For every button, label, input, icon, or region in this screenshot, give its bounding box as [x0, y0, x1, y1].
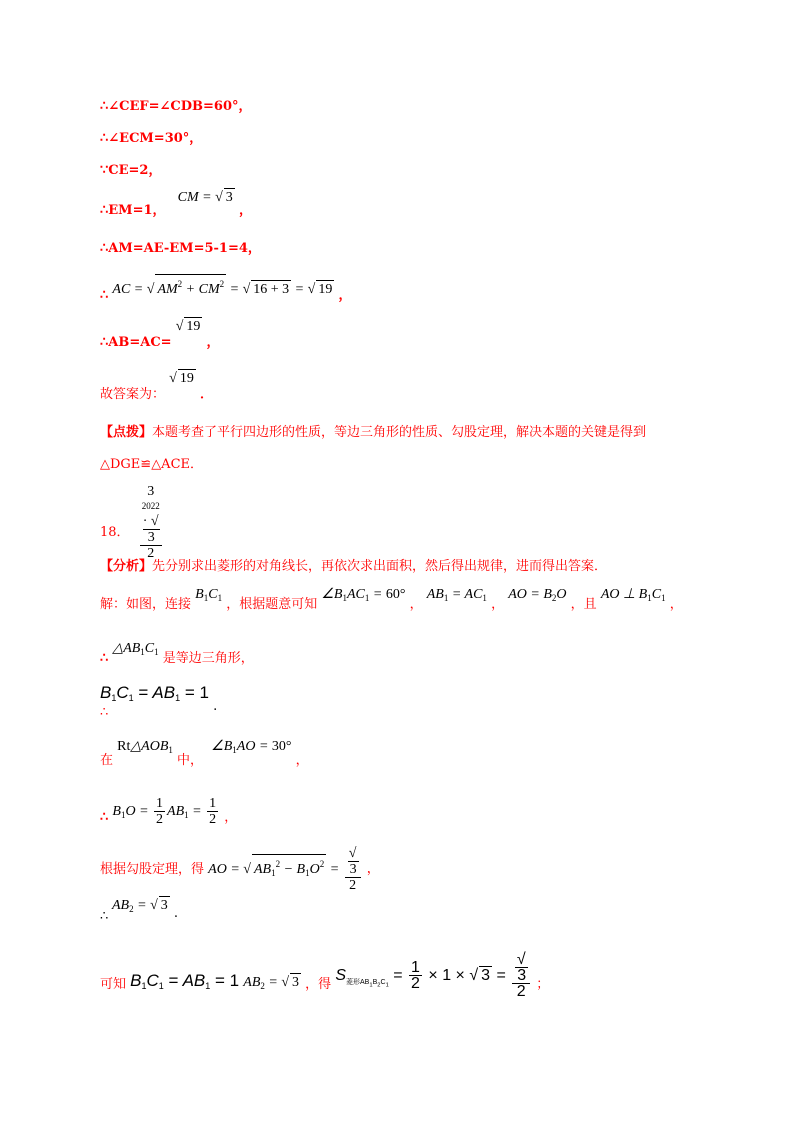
line-fenxi: 【分析】先分别求出菱形的对角线长，再依次求出面积，然后得出规律，进而得出答案． [100, 559, 608, 574]
ao-perp-b1c1: AO ⊥ $B_1C_1$ [600, 587, 666, 603]
line-congruent: △DGE≌△ACE． [100, 457, 204, 472]
dianbo-label: 【点拨】 [100, 425, 153, 440]
sqrt19-b: √ 19 [169, 371, 194, 386]
ac-formula: AC = √ $AM^2 + CM^2$ = √ 16 + 3 = √ 19 [112, 282, 334, 297]
fenxi-label: 【分析】 [100, 559, 153, 574]
line-q18 [100, 484, 164, 561]
line-ce-length: ∵CE=2， [100, 163, 162, 178]
b1o-formula: $B_1O$ = $\frac{1}{2}$ $AB_1$ = $\frac{1}{2}$ [112, 796, 217, 827]
triangle-ab1c1: $\triangle AB_1C_1$ [112, 641, 159, 657]
em-text: ∴EM=1， [100, 203, 166, 218]
rhombus-area-formula: $S_{菱形AB_1B_2C_1}$ = $\frac{1}{2}$ × 1 × √ 3 = √ 3 2 [335, 967, 532, 984]
ao-formula: AO = √ $AB_1^2 - B_1O^2$ = √ 3 2 [208, 862, 362, 877]
question-number: 18． [100, 525, 130, 540]
angle-b1ac1: $\angle B_1AC_1 = 60^\circ$ [321, 587, 406, 603]
ao-eq-b2o: AO = $B_2O$ [508, 587, 567, 603]
line-em-cm: ∴EM=1， CM = √ 3 ， [100, 190, 252, 218]
ab2-formula: $AB_2$ = √ 3 [112, 898, 168, 914]
line-b1o: ∴ $B_1O$ = $\frac{1}{2}$ $AB_1$ = $\frac{1}{2}$ ， [100, 796, 238, 827]
line-dianbo: 【点拨】本题考查了平行四边形的性质，等边三角形的性质、勾股定理，解决本题的关键是得到 [100, 425, 647, 440]
line-ab-ac: ∴AB=AC= √ 19 ， [100, 319, 220, 350]
cm-formula: CM = √ 3 [177, 190, 233, 205]
line-equilateral: ∴ $\triangle AB_1C_1$ 是等边三角形， [100, 641, 254, 666]
q18-answer-fraction: 3 2022 · √ 3 2 [141, 484, 160, 561]
ab1-eq-ac1: $AB_1 = AC_1$ [426, 587, 487, 603]
line-b1c1-length: $B_1C_1 = AB_1 = 1$ . [100, 683, 218, 714]
b1c1-formula: $B_1C_1 = AB_1 = 1$ [100, 683, 209, 703]
line-ecm-angle: ∴∠ECM=30°， [100, 131, 203, 146]
b1c1-segment: $B_1C_1$ [195, 587, 223, 603]
angle-b1ao: $\angle B_1AO = 30^\circ$ [211, 739, 292, 755]
line-cef-angle: ∴∠CEF=∠CDB=60°， [100, 99, 252, 114]
rt-triangle-aob1: $Rt\triangle AOB_1$ [117, 739, 173, 755]
line-solution-intro: 解：如图，连接 $B_1C_1$ ，根据题意可知 $\angle B_1AC_1 = 60^\circ$ ， $AB_1 = AC_1$ ， AO = $B_2O$ ，且 AO ⊥ $B_1C_1$ ， [100, 587, 683, 612]
line-right-triangle: 在 $Rt\triangle AOB_1$ 中， $\angle B_1AO = 30^\circ$ ， [100, 739, 309, 768]
line-answer: 故答案为： √ 19 ． [100, 371, 213, 402]
line-area: 可知 $B_1C_1 = AB_1 = 1$ $AB_2$ = √ 3 ，得 $S_{菱形AB_1B_2C_1}$ = $\frac{1}{2}$ × 1 × √ 3 = √ 3 2 ； [100, 951, 550, 1000]
line-ac-formula: ∴ AC = √ $AM^2 + CM^2$ = √ 16 + 3 = √ 19 ， [100, 274, 351, 299]
line-am-length: ∴AM=AE-EM=5-1=4， [100, 241, 261, 256]
line-ab2: $AB_2$ = √ 3 . [112, 898, 179, 921]
b1c1-eq-ab1: $B_1C_1 = AB_1 = 1$ [130, 970, 240, 991]
sqrt19-a: √ 19 [175, 319, 201, 334]
line-pythagoras: 根据勾股定理，得 AO = √ $AB_1^2 - B_1O^2$ = √ 3 2 ， [100, 846, 380, 893]
ab2-eq-sqrt3: $AB_2$ = √ 3 [243, 974, 300, 991]
